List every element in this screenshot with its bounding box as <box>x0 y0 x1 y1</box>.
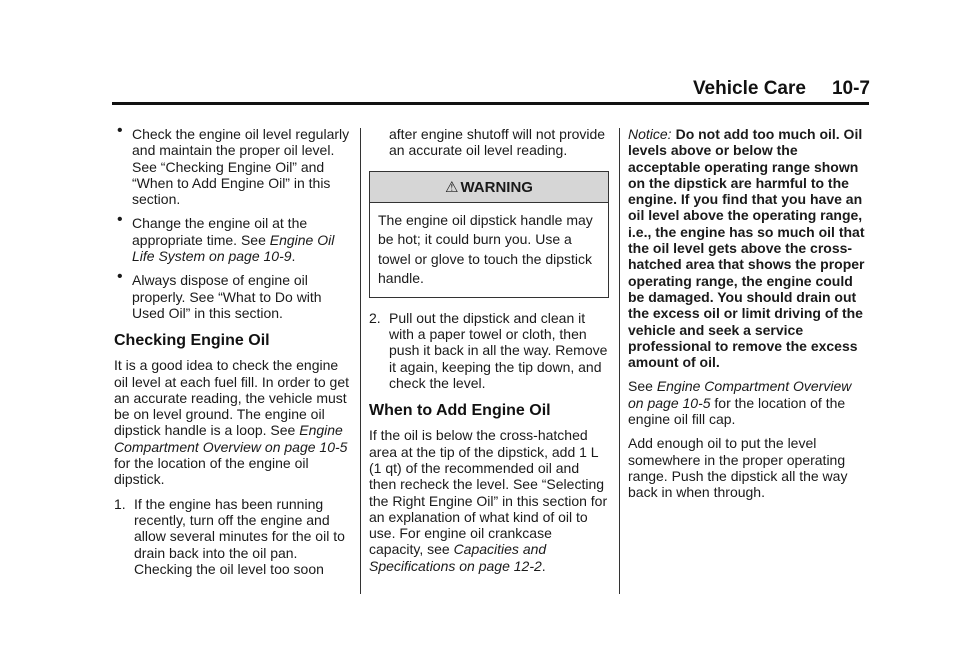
paragraph-text: It is a good idea to check the engine oil level at each fuel fill. In order to get an accurate reading, the vehicle must be on level ground. The engine oil dipstick handle is a loop. See <box>114 357 350 439</box>
page-number: 10-7 <box>831 78 870 99</box>
cross-reference-link[interactable]: Engine Compartment Overview on page 10-5 <box>114 422 348 455</box>
heading-checking-engine-oil: Checking Engine Oil <box>114 332 270 350</box>
step-2 <box>369 310 609 391</box>
column-3 <box>628 126 870 509</box>
heading-when-to-add-engine-oil: When to Add Engine Oil <box>369 402 551 420</box>
bullet-item <box>114 122 350 208</box>
step-number: 1. <box>114 495 126 512</box>
step-1-continued: after engine shutoff will not provide an accurate oil level reading. <box>389 126 606 159</box>
bullet-icon: • <box>117 211 123 229</box>
section-title: Vehicle Care <box>692 78 806 99</box>
bullet-text: Check the engine oil level regularly and maintain the proper oil level. See “Checking Engine Oil” and “When to Add Engine Oil” in this section. <box>132 126 350 208</box>
cross-reference-link[interactable]: Capacities and Specifications on page 12-2 <box>369 541 547 574</box>
step-1 <box>114 496 350 577</box>
warning-icon: ⚠ <box>445 178 459 196</box>
paragraph-text: . <box>541 557 546 574</box>
bullet-icon: • <box>117 268 123 286</box>
column-2 <box>369 126 609 582</box>
cross-reference-link[interactable]: Engine Compartment Overview on page 10-5 <box>628 378 852 411</box>
paragraph <box>628 378 870 427</box>
column-divider-1 <box>360 128 361 594</box>
notice-label: Notice: <box>628 126 672 142</box>
warning-box <box>369 171 609 298</box>
column-divider-2 <box>619 128 620 594</box>
column-1 <box>114 122 350 585</box>
bullet-icon: • <box>117 122 123 139</box>
paragraph-text: for the location of the engine oil fill cap. <box>628 394 846 428</box>
step-text: Pull out the dipstick and clean it with a paper towel or cloth, then push it back in all the way. Remove it again, keeping the tip down, and check the level. <box>389 309 608 392</box>
paragraph-text: If the oil is below the cross-hatched area at the tip of the dipstick, add 1 L (1 qt) of the recommended oil and then recheck the level. See “Selecting the Right Engine Oil” in this section for an explanation of what kind of oil to use. For engine oil crankcase capacity, see <box>369 427 608 558</box>
warning-header <box>370 172 608 203</box>
bullet-text: Change the engine oil at the appropriate time. See <box>132 215 308 248</box>
step-text: If the engine has been running recently, turn off the engine and allow several minutes for the oil to drain back into the oil pan. Checking the oil level too soon <box>134 495 345 577</box>
header-rule <box>112 102 869 105</box>
bullet-item <box>114 211 350 265</box>
notice-text: Do not add too much oil. Oil levels above or below the acceptable operating range shown on the dipstick are harmful to the engine. If you find that you have an oil level above the operating range, i.e., the engine has so much oil that the oil level gets above the cross-hatched area that shows the proper operating range, the engine could be damaged. You should drain out the excess oil or limit driving of the vehicle and seek a service professional to remove the excess amount of oil. <box>628 126 865 371</box>
step-number: 2. <box>369 309 381 326</box>
bullet-text: Always dispose of engine oil properly. See “What to Do with Used Oil” in this section. <box>132 272 322 321</box>
paragraph <box>114 357 350 487</box>
warning-title: WARNING <box>460 178 533 196</box>
paragraph-text: for the location of the engine oil dipstick. <box>114 455 309 488</box>
bullet-text: . <box>291 248 296 265</box>
paragraph: Add enough oil to put the level somewhere in the proper operating range. Push the dipstick all the way back in when through. <box>628 435 848 501</box>
paragraph <box>369 427 609 574</box>
notice <box>628 126 870 370</box>
bullet-item <box>114 268 350 321</box>
paragraph-text: See <box>628 378 657 395</box>
warning-body: The engine oil dipstick handle may be hot; it could burn you. Use a towel or glove to touch the dipstick handle. <box>378 211 593 287</box>
page-header <box>693 78 870 100</box>
cross-reference-link[interactable]: Engine Oil Life System on page 10-9 <box>132 231 335 265</box>
